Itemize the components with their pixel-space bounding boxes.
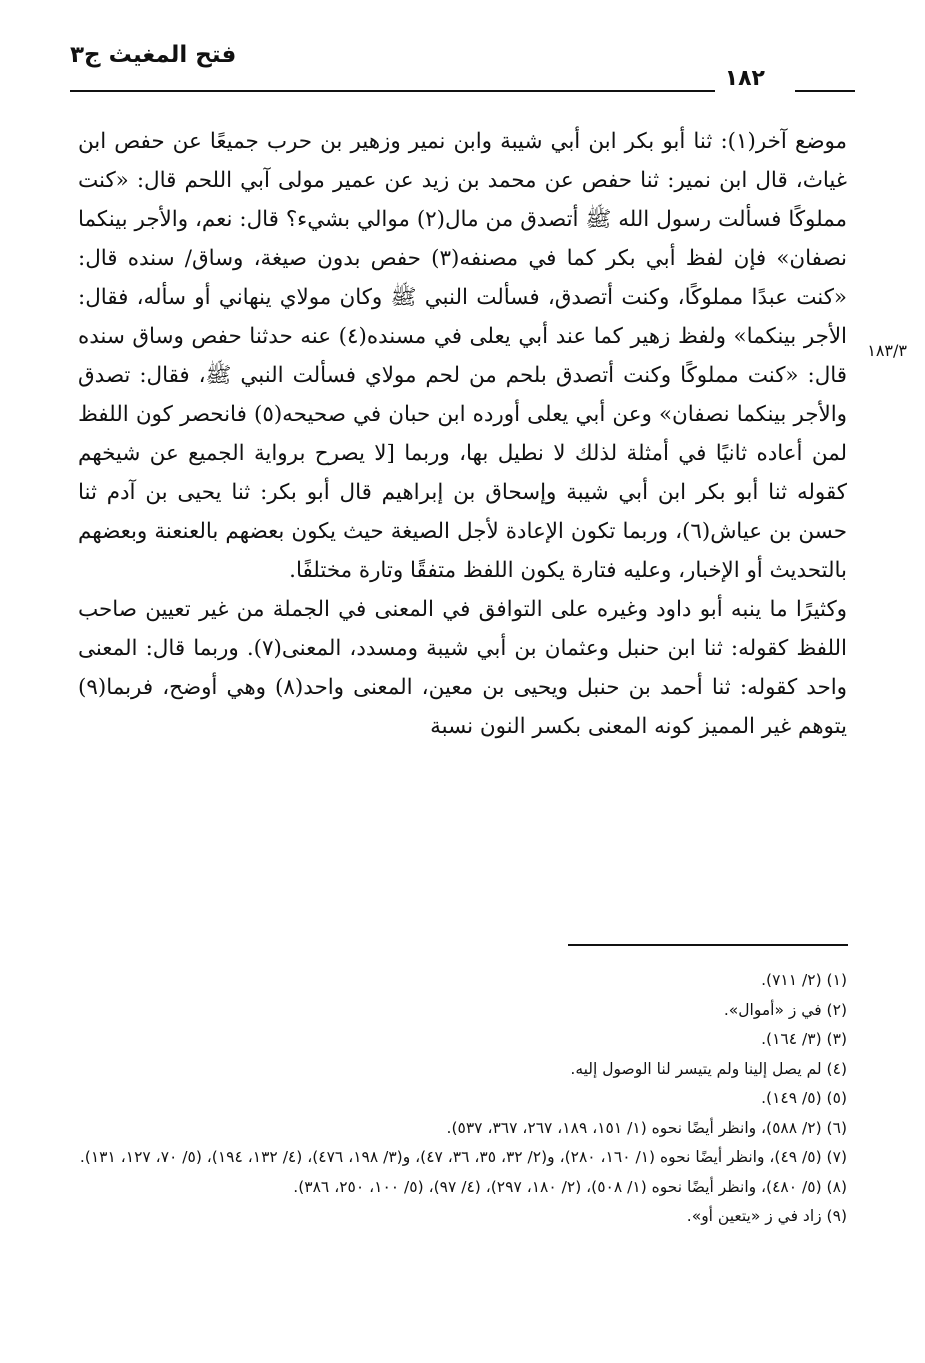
running-title: فتح المغيث ج٣	[70, 42, 237, 68]
header-rule-right	[795, 90, 855, 92]
paragraph-1: موضع آخر(١): ثنا أبو بكر ابن أبي شيبة وابن نمير وزهير بن حرب جميعًا عن حفص ابن غياث، قال ابن نمير: ثنا حفص عن محمد بن زيد عن عمير مولى آبي اللحم قال: «كنت مملوكًا فسألت رسول الله ﷺ أتصدق من مال(٢) موالي بشيء؟ قال: نعم، والأجر بينكما نصفان» فإن لفظ أبي بكر كما في مصنفه(٣) حفص بدون صيغة، وساق/ سنده قال: «كنت عبدًا مملوكًا، وكنت أتصدق، فسألت النبي ﷺ وكان مولاي ينهاني أو سأله، فقال: الأجر بينكما» ولفظ زهير كما عند أبي يعلى في مسنده(٤) عنه حدثنا حفص وساق سنده قال: «كنت مملوكًا وكنت أتصدق بلحم من لحم مولاي فسألت النبي ﷺ، فقال: تصدق والأجر بينكما نصفان» وعن أبي يعلى أورده ابن حبان في صحيحه(٥) فانحصر كون اللفظ لمن أعاده ثانيًا في أمثلة لذلك لا نطيل بها، وربما [لا يصرح برواية الجميع عن شيخهم كقوله ثنا أبو بكر ابن أبي شيبة وإسحاق بن إبراهيم قال أبو بكر: ثنا يحيى بن آدم ثنا حسن بن عياش(٦)، وربما تكون الإعادة لأجل الصيغة حيث يكون بعضهم بالعنعنة وبعضهم بالتحديث أو الإخبار، وعليه فتارة يكون اللفظ متفقًا وتارة مختلفًا.	[78, 129, 848, 583]
header-rule	[70, 90, 715, 92]
footnote-1: (١) (٢/ ٧١١).	[761, 971, 847, 989]
footnote-6: (٦) (٢/ ٥٨٨)، وانظر أيضًا نحوه (١/ ١٥١، ١٨٩، ٢٦٧، ٣٦٧، ٥٣٧).	[446, 1118, 847, 1137]
footnote-7: (٧) (٥/ ٤٩)، وانظر أيضًا نحوه (١/ ١٦٠، ٢٨٠)، و(٢/ ٣٢، ٣٥، ٣٦، ٤٧)، و(٣/ ١٩٨، ٤٧٦)، (٤/ ١٣٢، ١٩٤)، (٥/ ٧٠، ١٢٧، ١٣١).	[79, 1148, 847, 1166]
page-header	[70, 36, 855, 96]
footnote-2: (٢) في ز «أموال».	[723, 1000, 847, 1019]
main-text	[78, 122, 847, 746]
footnotes	[70, 966, 847, 1232]
footnote-5: (٥) (٥/ ١٤٩).	[761, 1089, 847, 1107]
footnote-9: (٩) زاد في ز «يتعين أو».	[686, 1207, 847, 1225]
footnote-separator	[568, 944, 848, 946]
margin-page-reference: ١٨٣/٣	[867, 341, 907, 360]
footnote-3: (٣) (٣/ ١٦٤).	[761, 1030, 847, 1048]
footnote-4: (٤) لم يصل إلينا ولم يتيسر لنا الوصول إليه.	[570, 1059, 847, 1078]
footnote-8: (٨) (٥/ ٤٨٠)، وانظر أيضًا نحوه (١/ ٥٠٨)، (٢/ ١٨٠، ٢٩٧)، (٤/ ٩٧)، (٥/ ١٠٠، ٢٥٠، ٣٨٦).	[293, 1177, 847, 1196]
page-number: ١٨٢	[724, 66, 765, 91]
paragraph-2: وكثيرًا ما ينبه أبو داود وغيره على التوافق في المعنى في الجملة من غير تعيين صاحب اللفظ كقوله: ثنا ابن حنبل وعثمان بن أبي شيبة ومسدد، المعنى(٧). وربما قال: المعنى واحد كقوله: ثنا أحمد بن حنبل ويحيى بن معين، المعنى واحد(٨) وهي أوضح، فربما(٩) يتوهم غير المميز كونه المعنى بكسر النون نسبة	[78, 597, 847, 739]
